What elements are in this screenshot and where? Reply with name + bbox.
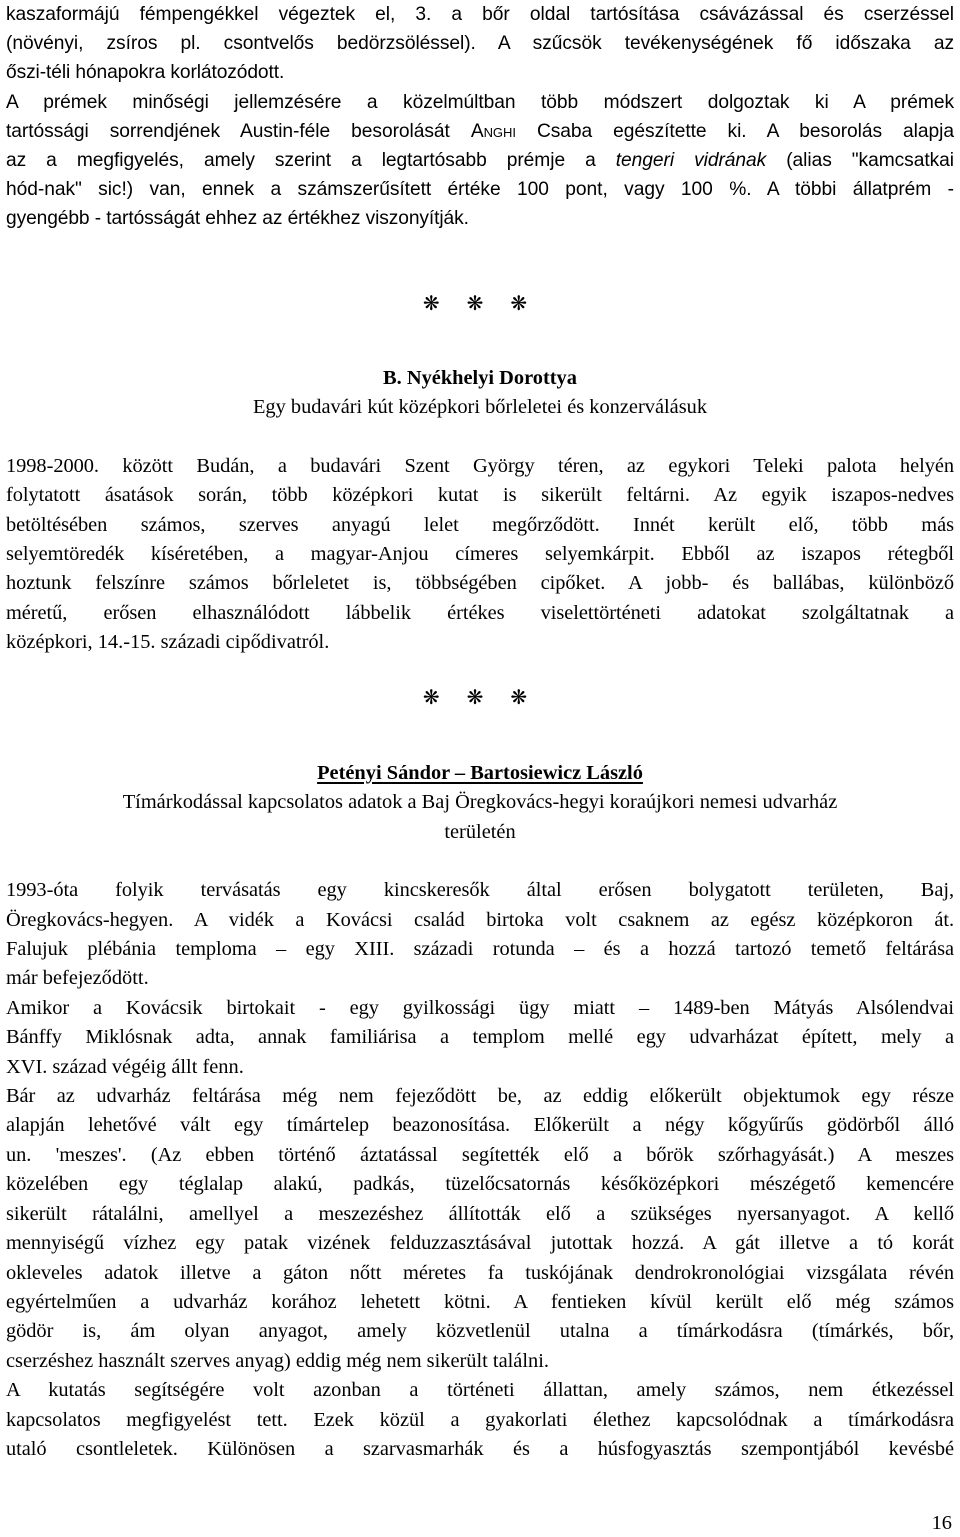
text-line: A prémek minőségi jellemzésére a közelmúltban több módszert dolgoztak ki A prémek <box>6 91 954 113</box>
text-line: hoztunk felszínre számos bőrleletet is, többségében cipőket. A jobb- és ballábas, különböző <box>6 572 954 595</box>
text-line: gödör is, ám olyan anyagot, amely közvetlenül utalna a tímárkodásra (tímárkés, bőr, <box>6 1320 954 1343</box>
text-line: kapcsolatos megfigyelést tett. Ezek közül a gyakorlati élethez kapcsolódnak a tímárkodásra <box>6 1408 954 1431</box>
text-span: tartóssági sorrendjének Austin-féle besorolását <box>6 120 471 142</box>
paragraph <box>6 1376 954 1464</box>
text-line <box>6 146 954 175</box>
paragraph <box>6 876 954 994</box>
text-line: őszi-téli hónapokra korlátozódott. <box>6 62 285 84</box>
text-line: betöltésében számos, szerves anyagú lelet megőrződött. Innét került elő, több más <box>6 513 954 536</box>
text-line: kaszaformájú fémpengékkel végeztek el, 3. a bőr oldal tartósítása csávázással és cserzéssel <box>6 4 954 25</box>
paragraph <box>6 1082 954 1376</box>
article-block <box>6 364 954 658</box>
text-line: XVI. század végéig állt fenn. <box>6 1055 244 1078</box>
text-line: cserzéshez használt szerves anyag) eddig még nem sikerült találni. <box>6 1349 549 1372</box>
text-line: Bánffy Miklósnak adta, annak familiárisa a templom mellé egy udvarházat épített, mely a <box>6 1026 954 1049</box>
text-line: folytatott ásatások során, több középkori kutat is sikerült feltárni. Az egyik iszapos-nedves <box>6 484 954 507</box>
text-line: közelében egy téglalap alakú, padkás, tüzelőcsatornás későközépkori mészégető kemencére <box>6 1173 954 1196</box>
page-number: 16 <box>931 1512 952 1534</box>
author-name-smallcaps: Anghi <box>470 120 516 142</box>
text-span: (alias "kamcsatkai <box>766 150 955 172</box>
text-line: hód-nak" sic!) van, ennek a számszerűsített értéke 100 pont, vagy 100 %. A többi állatprém - <box>6 179 954 201</box>
article-title-continued: területén <box>444 820 516 843</box>
text-span: az a megfigyelés, amely szerint a legtartósabb prémje a <box>6 150 616 172</box>
text-line: Amikor a Kovácsik birtokait - egy gyilkossági ügy miatt – 1489-ben Mátyás Alsólendvai <box>6 996 954 1019</box>
article-title: Egy budavári kút középkori bőrleletei és konzerválásuk <box>252 396 708 419</box>
paragraph <box>6 994 954 1082</box>
text-line: selyemtöredék kíséretében, a magyar-Anjou címeres selyemkárpit. Ebből az iszapos rétegből <box>6 543 954 566</box>
italic-term: tengeri vidrának <box>615 150 767 172</box>
text-span: A besorolás alapja <box>766 120 954 142</box>
article-block <box>6 759 954 1464</box>
section-divider: ❋ ❋ ❋ <box>422 291 538 315</box>
article-author: B. Nyékhelyi Dorottya <box>383 367 577 389</box>
text-line: gyengébb - tartósságát ehhez az értékhez viszonyítják. <box>6 208 469 230</box>
text-line: alapján lehetővé vált egy tímártelep beazonosítása. Előkerült a négy kőgyűrűs gödörből álló <box>6 1114 954 1137</box>
section-divider: ❋ ❋ ❋ <box>422 685 538 709</box>
article-authors: Petényi Sándor – Bartosiewicz László <box>317 762 643 784</box>
text-line: 1998-2000. között Budán, a budavári Szent György téren, az egykori Teleki palota helyén <box>6 454 954 477</box>
text-line: sikerült rátalálni, amellyel a meszezéshez állították elő a szükséges nyersanyagot. A kellő <box>6 1202 954 1225</box>
text-line: méretű, erősen elhasználódott lábbelik értékes viselettörténeti adatokat szolgáltatnak a <box>6 601 954 624</box>
text-line <box>6 117 954 146</box>
text-line: 1993-óta folyik tervásatás egy kincskeresők által erősen bolygatott területen, Baj, <box>6 879 954 902</box>
text-line: Falujuk plébánia temploma – egy XIII. századi rotunda – és a hozzá tartozó temető feltárása <box>6 938 954 961</box>
text-line: már befejeződött. <box>6 967 149 990</box>
text-line: un. 'meszes'. (Az ebben történő áztatással segítették elő a bőrök szőrhagyását.) A meszes <box>6 1143 954 1166</box>
text-line: Bár az udvarház feltárása még nem fejeződött be, az eddig előkerült objektumok egy része <box>6 1085 954 1108</box>
text-line: okleveles adatok illetve a gáton nőtt méretes fa tuskójának dendrokronológiai vizsgálata révén <box>6 1261 954 1284</box>
article-title: Tímárkodással kapcsolatos adatok a Baj Öregkovács-hegyi koraújkori nemesi udvarház <box>122 791 838 814</box>
text-line: egyértelműen a udvarház korához lehetett kötni. A fentieken kívül került elő még számos <box>6 1290 954 1313</box>
text-line: mennyiségű vízhez egy patak vizének felduzzasztásával jutottak hozzá. A gát illetve a tó korát <box>6 1232 954 1255</box>
text-line: (növényi, zsíros pl. csontvelős bedörzsöléssel). A szűcsök tevékenységének fő időszaka az <box>6 33 954 55</box>
text-line: utaló csontleletek. Különösen a szarvasmarhák és a húsfogyasztás szempontjából kevésbé <box>6 1437 954 1460</box>
text-span: Csaba egészítette ki. <box>515 120 747 142</box>
text-line: középkori, 14.-15. századi cipődivatról. <box>6 631 330 654</box>
intro-paragraph <box>6 0 954 234</box>
text-line: A kutatás segítségére volt azonban a történeti állattan, amely számos, nem étkezéssel <box>6 1379 954 1402</box>
text-line: Öregkovács-hegyen. A vidék a Kovácsi család birtoka volt csaknem az egész középkoron át. <box>6 908 954 931</box>
